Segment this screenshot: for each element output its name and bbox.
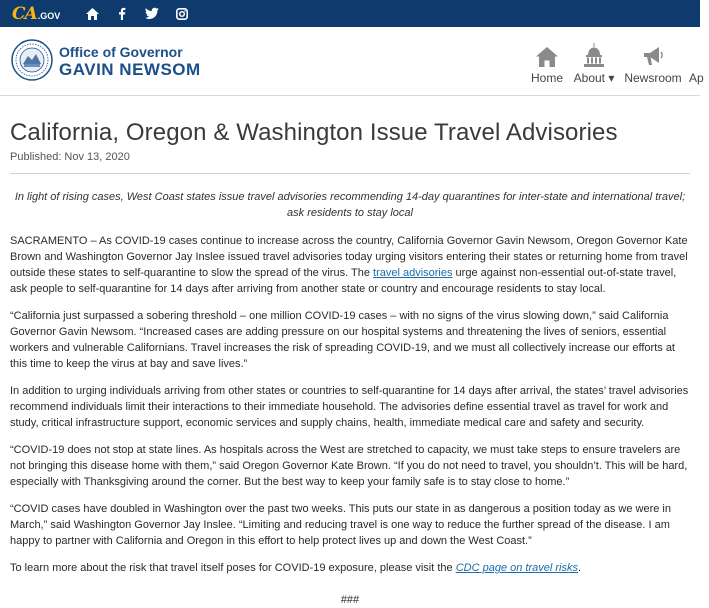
paragraph-6-text-b: . (578, 562, 582, 574)
ca-logo-text: CA (12, 3, 37, 24)
office-title[interactable]: Office of Governor (59, 44, 183, 60)
home-icon (525, 39, 569, 67)
instagram-icon[interactable] (174, 6, 190, 22)
facebook-icon[interactable] (114, 6, 130, 22)
site-header (0, 27, 704, 96)
twitter-icon[interactable] (144, 6, 160, 22)
nav-icon-placeholder (689, 39, 709, 67)
published-date: Published: Nov 13, 2020 (10, 151, 130, 163)
page-title: California, Oregon & Washington Issue Travel Advisories (10, 119, 618, 146)
nav-label-about: About ▾ (573, 71, 615, 85)
cdc-travel-risks-link[interactable]: CDC page on travel risks (455, 562, 578, 574)
nav-item-newsroom[interactable] (623, 39, 683, 85)
nav-item-appointments[interactable] (689, 39, 709, 85)
paragraph-6 (10, 560, 690, 576)
end-marker: ### (340, 594, 360, 606)
governor-seal-logo[interactable] (11, 39, 53, 81)
travel-advisories-link[interactable]: travel advisories (373, 267, 453, 279)
office-name[interactable]: GAVIN NEWSOM (59, 60, 201, 79)
paragraph-2: “California just surpassed a sobering threshold – one million COVID-19 cases – with no signs of the virus slowing down,” said California Governor Gavin Newsom. “Increased cases are adding pressure on our hospital systems and threatening the lives of seniors, essential workers and vulnerable Californians. Travel increases the risk of spreading COVID-19, and we must all collectively increase our efforts at this time to keep the virus at bay and save lives.” (10, 310, 675, 370)
paragraph-6-text-a: To learn more about the risk that travel itself poses for COVID-19 exposure, please visit the (10, 562, 456, 574)
paragraph-3: In addition to urging individuals arriving from other states or countries to self-quarantine for 14 days after arrival, the states’ travel advisories recommend individuals limit their interactions to their immediate household. The advisories define essential travel as travel for work and study, critical infrastructure support, economic services and supply chains, health, immediate medical care and safety and security. (10, 385, 689, 429)
nav-label-newsroom: Newsroom (624, 71, 682, 85)
title-divider (10, 173, 690, 174)
paragraph-1-text-a: SACRAMENTO – As COVID-19 cases continue to increase across the country, California Governor Gavin Newsom, Oregon Governor Kate Brown and Washington Governor Jay Inslee issued travel advisories today urging visitors entering their states or returning home from travel outside these states to self-quarantine to slow the spread of the virus. The (10, 235, 688, 279)
nav-item-home[interactable] (525, 39, 569, 85)
paragraph-5: “COVID cases have doubled in Washington over the past two weeks. This puts our state in as dangerous a position today as we were in March,” said Washington Governor Jay Inslee. “Limiting and reducing travel is one way to reduce the further spread of the disease. I am happy to partner with California and Oregon in this effort to help protect lives up and down the West Coast.” (10, 503, 671, 547)
article-body (10, 233, 690, 608)
paragraph-4: “COVID-19 does not stop at state lines. As hospitals across the West are stretched to capacity, we must take steps to ensure travelers are not bringing this disease home with them,” said Oregon Governor Kate Brown. “If you do not need to travel, you shouldn’t. This will be hard, especially with Thanksgiving around the corner. But the best way to keep your family safe is to stay close to home.” (10, 444, 688, 488)
ca-gov-logo[interactable] (12, 4, 60, 24)
paragraph-1 (10, 233, 690, 297)
nav-label-home: Home (530, 71, 563, 85)
nav-label-appointments: Ap (689, 71, 704, 85)
social-links (84, 6, 190, 22)
home-icon[interactable] (84, 6, 100, 22)
nav-item-about[interactable] (572, 39, 616, 85)
paragraph-1-text-b: urge against non-essential out-of-state travel, ask people to self-quarantine for 14 days after arriving from another state or country and encourage residents to stay local. (10, 267, 677, 295)
top-bar (0, 0, 700, 27)
capitol-icon (572, 39, 616, 67)
gov-logo-text: .GOV (37, 10, 61, 21)
megaphone-icon (623, 39, 683, 67)
article-subtitle: In light of rising cases, West Coast states issue travel advisories recommending 14-day quarantines for inter-state and international travel; ask residents to stay local (14, 191, 686, 219)
